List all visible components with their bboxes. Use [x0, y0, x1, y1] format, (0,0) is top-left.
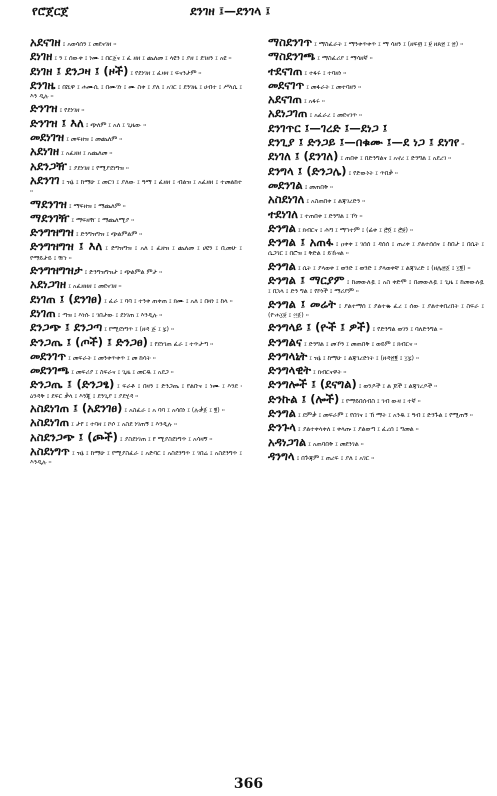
dictionary-entry: [20, 277, 242, 291]
dictionary-entry: [20, 64, 242, 78]
entry-definition: ፤ ድግዝግዝ ፤ አለ ፤ ፈዘዝ ፤ ጨለመ ፤ ሀዩን ፤ ቢመሁ ፤ የማይታይ ፤ ዥነ ።: [30, 245, 242, 262]
entry-definition: ፤ አስፈራ ፤ አ ባባ ፤ አሳበነ ፤ (ሉቃ፩ ፤ ፪) ።: [124, 407, 225, 415]
entry-headword: ድንግል: [268, 220, 296, 235]
dictionary-entry: [258, 92, 484, 106]
dictionary-entry: [20, 306, 242, 320]
entry-definition: ፤ ሴት ፤ ያላወቀ ፤ ወንድ ፤ ወንድ ፤ ያላወቀቸ ፤ ልጃገረድ ፤ (ዘሌ፳፩ ፤ ፲፪) ።: [297, 264, 471, 272]
dictionary-entry: [258, 259, 484, 273]
entry-definition: ፤ የደነገዘ ፤ ፈዛዛ ፤ ፍናንታም ።: [130, 69, 202, 77]
dictionary-entry: [258, 78, 484, 92]
entry-headword: ድንግላዊት: [268, 363, 311, 378]
dictionary-entry: [258, 363, 484, 377]
dictionary-entry: [20, 173, 242, 197]
dictionary-entry: [258, 121, 484, 135]
entry-headword: መደነገዝ: [30, 130, 65, 145]
entry-definition: ፤ ክብርናዋት ።: [313, 369, 347, 377]
entry-headword: ደንጋጭ ፤ ደንጋጣ: [30, 320, 103, 335]
entry-definition: ፤ ፍራቶ ፤ በዛን ፤ ድንጋጤ ፤ የልቡና ፤ ነሙ ፤ እንደ ፡ ዕንዳቅ ፤ ደፍር ቃላ ፤ እንጂ ፤ ደንጊያ ፤ ያደሂዳ ።: [30, 383, 242, 400]
entry-definition: ፤ ን ፤ ሰውቀ ፤ ነሙ ፤ በርጀና ፤ ፈ ዘዘ ፤ ጨለመ ፤ ላዩን ፤ ያዘ ፤ ደገዘን ፤ አዩ ።: [54, 55, 232, 63]
dictionary-entry: [258, 420, 484, 434]
entry-headword: ደንገዜ: [30, 77, 56, 92]
entry-headword: ማደንገዝ: [30, 196, 67, 211]
entry-definition: ፤ የማይበሰብስ ፤ ገብ ውዛ ፤ ተኛ ።: [341, 397, 421, 405]
dictionary-entry: [20, 430, 242, 444]
dictionary-entry: [20, 263, 242, 277]
entry-definition: ፤ ድንግዝግዝ ፤ ጭልምልም ።: [75, 231, 143, 239]
entry-headword: ደንገጥር ፤—ገረድ ፤—ደነጋ ፤: [268, 120, 388, 135]
entry-headword: ድንጉላ: [268, 420, 296, 435]
entry-definition: ፤ አፋሩ ።: [303, 98, 325, 106]
entry-headword: መደናገጥ: [268, 77, 305, 92]
entry-headword: አስደንጋጭ ፤ (ጮች): [30, 429, 118, 444]
dictionary-entry: [20, 363, 242, 377]
entry-headword: ድንጋጤ ፤ (ድንጋፄ): [30, 377, 115, 392]
dictionary-entry: [20, 349, 242, 363]
entry-headword: ዳንግላ: [268, 448, 295, 463]
running-header: [0, 4, 497, 22]
entry-definition: ፤ ጠበቀ ፤ በድንግልና ፤ አኖረ ፤ ድንግል ፤ አደረገ ።: [340, 155, 452, 163]
dictionary-entry: [20, 101, 242, 115]
entry-definition: ፤ ማፍዘዥ ፤ ማጨለሚያ ።: [71, 216, 135, 224]
dictionary-entry: [258, 297, 484, 321]
entry-headword: ድንግላይ ፤ (ዮች ፤ ዎች): [268, 320, 371, 335]
entry-definition: ፤ ተፋሩ ፤ ተባዘነ ።: [304, 69, 347, 77]
dictionary-entry: [258, 164, 484, 178]
entry-headword: ድንገዝ ፤ እለ: [30, 115, 84, 130]
entry-definition: ፤ ክብርና ፤ ሕግ ፤ ማኀተም ፤ (ፊቀ ፤ ፸፬ ፤ ፸፱) ።: [297, 226, 413, 234]
entry-headword: አስደነገለ: [268, 192, 305, 207]
entry-definition: ፤ መጠበቅ ።: [304, 183, 333, 191]
entry-definition: ፤ ወንዶች ፤ ል ጆች ፤ ልጃገረዶች ።: [358, 383, 438, 391]
entry-headword: ድንጋጤ ፤ (ጦች) ፤ ድንጋፀ): [30, 334, 148, 349]
dictionary-entry: [258, 49, 484, 63]
dictionary-entry: [20, 130, 242, 144]
entry-headword: አደነጋገዘ: [30, 277, 67, 292]
dictionary-entry: [20, 35, 242, 49]
entry-headword: ደነገዘ ፤ ደንጋዛ ፤ (ዞች): [30, 63, 129, 78]
entry-definition: ፤ ታየ ፤ ተባዛ ፤ ኮሶ ፤ አስደ ነገጠኝ ፤ እንዲሉ ።: [71, 421, 177, 429]
header-title: ደንገዘ ፤—ደንገላ ፤: [190, 4, 271, 18]
entry-headword: አዳነጋገል: [268, 434, 307, 449]
entry-headword: ማስደንገጫ: [268, 49, 316, 64]
dictionary-entry: [258, 406, 484, 420]
dictionary-entry: [20, 144, 242, 158]
entry-definition: ፤ አፈራረ ፤ መደናገጥ ።: [309, 112, 362, 120]
entry-headword: አደነገዘ: [30, 144, 60, 159]
entry-definition: ፤ ዐቀቀ ፤ ገሰሰ ፤ ዳሰሰ ፤ ጠረቀ ፤ ያልተሰሰና ፤ ከበታ ፤ በሴት ፤ ሴጋገር ፤ በሮዝ ፤ ቅድል ፤ ይኹናል ።: [268, 241, 484, 258]
dictionary-entry: [20, 159, 242, 173]
left-column: [20, 35, 242, 468]
entry-headword: ድንግል: [268, 258, 296, 273]
dictionary-entry: [258, 335, 484, 349]
entry-headword: ተደነገለ: [268, 206, 299, 221]
entry-definition: ፤ ያልተማሰ ፤ ያልተቈ ፈረ ፤ ሰው ፤ ያልተቀበረበት ፤ ስፍራ ፤ (ዮሐ፲፱ ፤ ፵፩) ።: [268, 302, 484, 319]
entry-definition: ፤ ዝኔ ፤ ከማሁ ፤ ልጃገረድነት ፤ (ዘዳ፳፪ ፤ ፲፯) ።: [309, 354, 419, 362]
entry-definition: ፤ መፍዘዝ ፤ መጨለም ።: [66, 136, 123, 144]
entry-headword: አደነጋገጠ: [268, 106, 308, 121]
entry-headword: ደነገጠ ፤ (ደንገፀ): [30, 291, 103, 306]
entry-headword: አስደነገጠ ፤ (አደንገፀ): [30, 401, 123, 416]
page-number: 366: [233, 776, 264, 792]
dictionary-entry: [258, 349, 484, 363]
entry-definition: ፤ ድንግዝግዝታ ፤ ጭልምል ምታ ።: [84, 269, 163, 277]
dictionary-entry: [20, 239, 242, 263]
entry-headword: ድንግዝግዝ: [30, 225, 74, 240]
dictionary-entry: [258, 235, 484, 259]
entry-definition: ፤ ዝኔ ፤ ከማሁ ፤ የሚያስፈራ ፤ አድባር ፤ አስደንግጥ ፤ ገበሬ ፤ አስደንግጥ ፤ እንዲሉ ።: [30, 449, 242, 467]
entry-headword: ድንግል ፤ መሬት: [268, 296, 336, 311]
dictionary-entry: [258, 392, 484, 406]
entry-headword: መደንገል: [268, 177, 303, 192]
dictionary-entry: [20, 116, 242, 130]
entry-definition: ፤ ደምቃ ፤ መፍራም ፤ የበገና ፤ ኽ ማት ፤ አንዱ ፤ ዓብ ፤ ድንጉል ፤ የሚጠኝ ።: [297, 412, 473, 420]
entry-headword: ድንግሎች ፤ (ደናግል): [268, 377, 357, 392]
dictionary-entry: [20, 444, 242, 468]
entry-definition: ፤ ድንግል ፤ መኾን ፤ መጠበቅ ፤ ወይም ፤ ክብርና ።: [304, 340, 418, 348]
right-column: [258, 35, 484, 463]
entry-definition: ፤ ማስፈሪያ ፤ ማሳዘኛ ።: [317, 55, 373, 63]
entry-headword: ደንግላ ፤ (ድንጋሌ): [268, 163, 347, 178]
entry-definition: ፤ ያልተቀላቀለ ፤ ቀላጡ ፤ ያልወጣ ፤ ፈረሰ ፤ ግመል ።: [297, 426, 419, 434]
dictionary-entry: [20, 225, 242, 239]
entry-definition: ፤ ያደነገዘ ፤ የሚያደነግዝ ።: [68, 164, 129, 172]
entry-headword: ድንኩል ፤ (ሎች): [268, 391, 340, 406]
entry-definition: ፤ ያስደነገጠ ፤ የ ሚያስደነግጥ ፤ አሳዛኝ ።: [119, 435, 213, 443]
entry-headword: ደነገጠ: [30, 305, 56, 320]
entry-headword: አስደነገጠ: [30, 415, 70, 430]
entry-headword: ድንግዝግዝታ: [30, 263, 83, 278]
entry-definition: ፤ መፍራት ፤ መንቀጥቀጥ ፤ መ ከሳት ።: [68, 354, 156, 362]
entry-headword: መደንገጫ: [30, 363, 70, 378]
entry-headword: ተደናገጠ: [268, 63, 303, 78]
entry-headword: አስደነግጥ: [30, 443, 70, 458]
entry-headword: ደነገለ ፤ (ደንገለ): [268, 149, 339, 164]
entry-definition: ፤ አፈዘዘዘ ፤ መደናገዘ ።: [68, 283, 122, 291]
dictionary-entry: [20, 320, 242, 334]
entry-headword: አደንገገ: [30, 172, 60, 187]
dictionary-entry: [20, 401, 242, 415]
entry-definition: ፤ የደነገዘ ።: [59, 107, 85, 115]
dictionary-entry: [258, 35, 484, 49]
entry-headword: ድንግላኒት: [268, 348, 308, 363]
dictionary-entry: [20, 335, 242, 349]
dictionary-entry: [258, 192, 484, 206]
dictionary-entry: [258, 178, 484, 192]
dictionary-entry: [258, 435, 484, 449]
dictionary-entry: [258, 221, 484, 235]
entry-definition: ፤ የድንግል ወገን ፤ ባለድንግል ።: [372, 326, 443, 334]
dictionary-entry: [20, 377, 242, 401]
entry-definition: ፤ ተጠበቀ ፤ ድንግል ፤ ኾነ ።: [300, 212, 363, 220]
entry-headword: ድንግልና: [268, 334, 303, 349]
entry-headword: ድንግል: [268, 406, 296, 421]
entry-definition: ፤ መፍሪያ ፤ ስፍራና ፤ ጊዜ ፤ መርዱ ፤ አደጋ ።: [71, 369, 174, 377]
dictionary-entry: [258, 207, 484, 221]
entry-headword: አደናገዘ: [30, 35, 61, 49]
dictionary-entry: [258, 149, 484, 163]
entry-definition: ፤ የደነገጠ ፈራ ፤ ተጥታጣ ።: [149, 340, 214, 348]
entry-headword: ደነገዘ: [30, 49, 53, 64]
dictionary-entry: [258, 377, 484, 391]
dictionary-entry: [258, 449, 484, 463]
entry-definition: ፤ ዝኔ ፤ ከማሁ ፤ መርገ ፤ ያለው ፤ ዓማ ፤ ፈዘዘ ፤ ብልዝ ፤ አፈዘዘ ፤ ተመልከተ ።: [30, 178, 242, 196]
dictionary-entry: [258, 64, 484, 78]
entry-definition: ፤ አወሳሰን ፤ መደናገዘ ።: [62, 41, 117, 48]
dictionary-entry: [20, 197, 242, 211]
entry-definition: ፤ ፈራ ፤ ባባ ፤ ተንቀ ጠቀጠ ፤ ክሙ ፤ አለ ፤ በዛነ ፤ ከላ ።: [104, 297, 233, 305]
entry-headword: ማደንገዥ: [30, 210, 70, 225]
dictionary-entry: [258, 106, 484, 120]
entry-definition: ፤ ጣዝ ፤ እነሱ ፤ ገበታው ፤ ደነገጠ ፤ እንዲሉ ።: [57, 311, 163, 319]
entry-headword: አደንጋዥ: [30, 158, 67, 173]
dictionary-entry: [20, 78, 242, 102]
dictionary-entry: [20, 292, 242, 306]
entry-headword: ድንግል ፤ ማርያም: [268, 273, 345, 288]
entry-definition: ፤ የድውነት ፤ ጥበቃ ።: [348, 169, 398, 177]
entry-definition: ፤ አፈዘዘ ፤ አጨለመ ።: [61, 150, 113, 158]
dictionary-entry: [258, 135, 484, 149]
entry-definition: ፤ በሺዋ ፤ ሐሙሲ ፤ በሙገነ ፤ ሙ ስቀ ፤ ያለ ፤ አገር ፤ ደንገዜ ፤ ሀብተ ፤ ሥላሴ ፤ እን ዲሉ ።: [30, 83, 242, 101]
dictionary-entry: [20, 49, 242, 63]
dictionary-entry: [20, 415, 242, 429]
entry-headword: መደንገጥ: [30, 348, 67, 363]
entry-definition: ፤ ማስፈራት ፤ ማንቀጥቀጥ ፤ ማ ሳዘን ፤ (ዘፍ፴ ፤ ፱ ዘጸ፳ ፤ ፳) ።: [314, 41, 464, 48]
entry-definition: ፤ ከመውለዷ ፤ አስ ቀድሞ ፤ በመውለዷ ፤ ጊዜ ፤ ከመውለዷ ፤ በኋላ ፤ ድን ግል ፤ የኮነች ፤ ማሪያም ።: [268, 279, 484, 296]
header-left: የሮጀርጀ: [32, 4, 69, 18]
dictionary-entry: [258, 273, 484, 297]
dictionary-entry: [20, 211, 242, 225]
entry-definition: ፤ ጭለም ፤ አለ ፤ ጊዜው ።: [85, 121, 147, 129]
entry-definition: ።: [461, 141, 465, 149]
entry-headword: አደናገጠ: [268, 92, 302, 107]
entry-definition: ፤ መፋራት ፤ መተባዘን ።: [306, 83, 362, 91]
entry-definition: ፤ ማፍዘዝ ፤ ማጨለም ።: [68, 202, 126, 210]
entry-headword: ድንግል ፤ አጠፋ: [268, 235, 334, 250]
entry-headword: ድንግዝግዝ ፤ እለ: [30, 239, 103, 254]
entry-definition: ፤ በጕጃም ፤ ጠረፍ ፤ ያለ ፤ አገር ።: [296, 454, 375, 462]
entry-definition: ፤ አጠባበቅ ፤ መደንገል ።: [308, 440, 364, 448]
dictionary-entry: [258, 320, 484, 334]
entry-headword: ማስደንገጥ: [268, 35, 313, 49]
entry-definition: ፤ የሚደነግጥ ፤ (ዘዳ ጅ ፤ ፯) ።: [104, 326, 174, 334]
entry-headword: ደንጊያ ፤ ድንጋይ ፤—በቁሙ ፤—ደ ነጋ ፤ ደነገየ: [268, 135, 460, 150]
entry-headword: ድንገዝ: [30, 101, 58, 116]
entry-definition: ፤ አስጠበቀ ፤ ልጃገረድን ።: [306, 198, 366, 206]
